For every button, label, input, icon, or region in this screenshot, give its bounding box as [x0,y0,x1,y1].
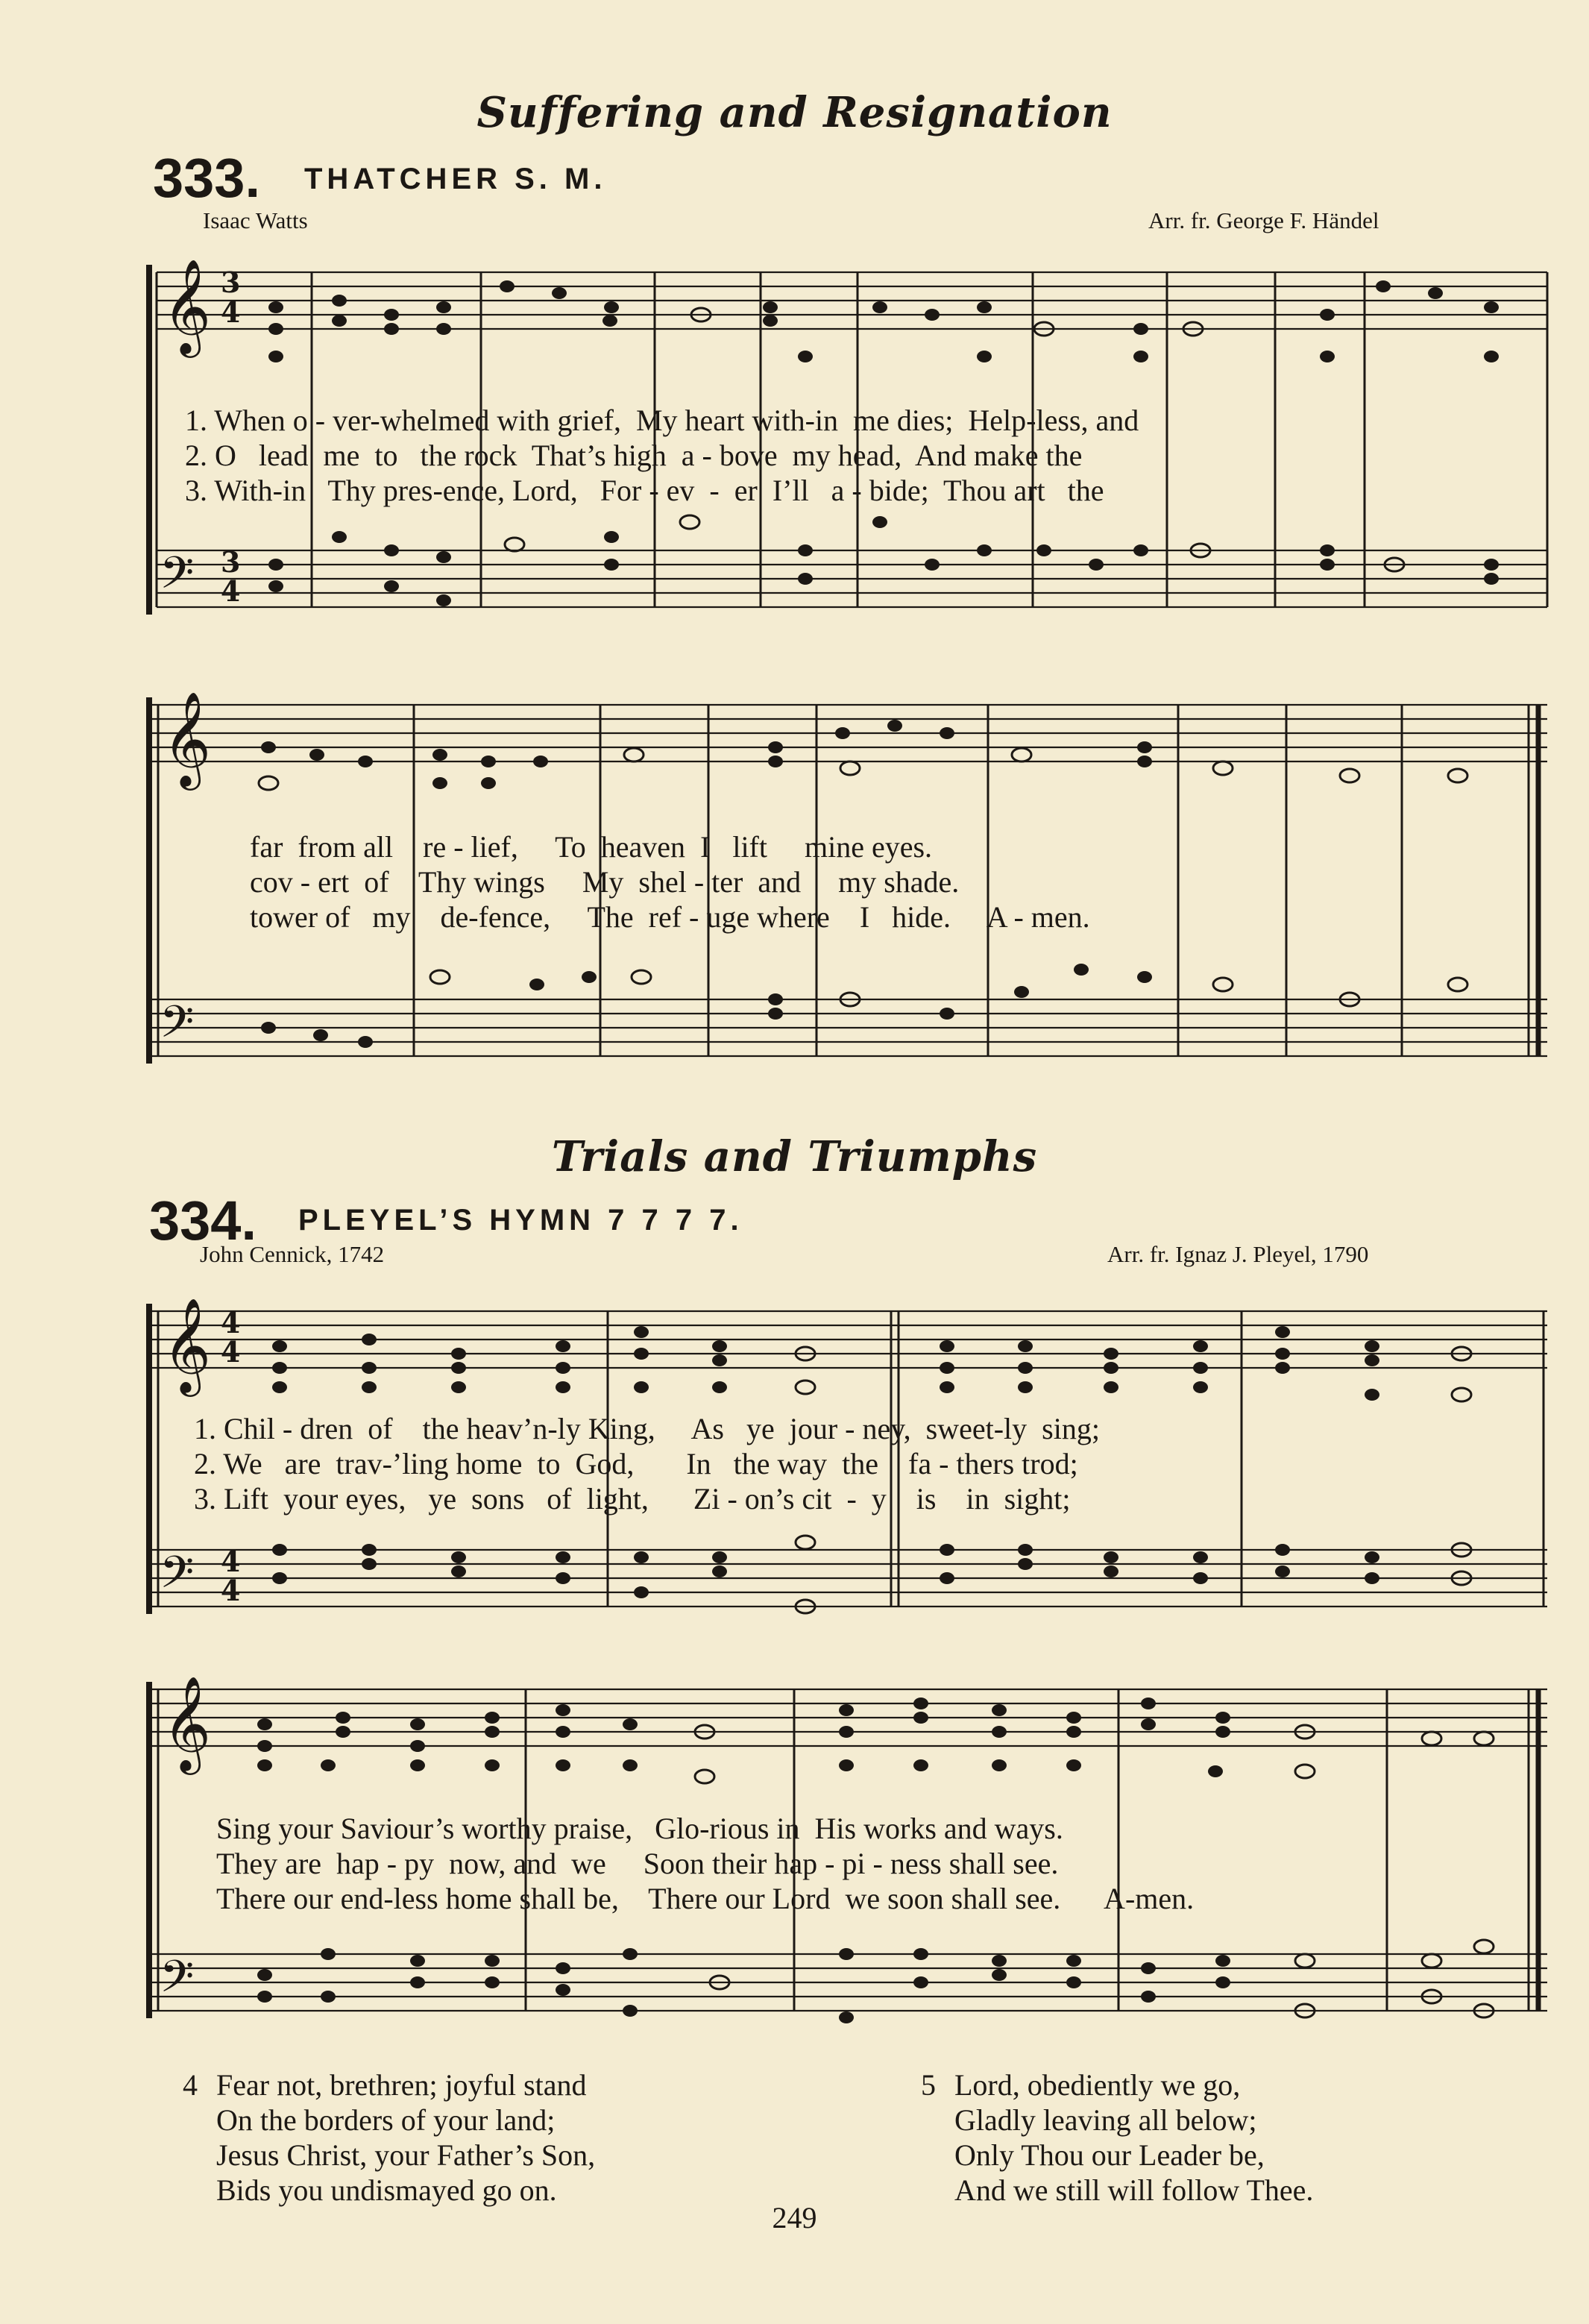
author-334: John Cennick, 1742 [200,1241,385,1267]
verse-4-line-1: Fear not, brethren; joyful stand [216,2068,587,2102]
lyrics-334-s2 [216,1811,1194,1916]
svg-text:4: 4 [221,295,241,329]
svg-text:𝄞: 𝄞 [163,1675,212,1771]
svg-text:4: 4 [221,1574,241,1607]
tune-name-333: THATCHER S. M. [304,163,607,195]
staff-333-s1-bass [157,550,1547,607]
svg-text:𝄢: 𝄢 [160,996,195,1058]
svg-text:3: 3 [221,545,241,579]
lyric-333-s2-v3: tower of my de-fence, The ref - uge where I hide. A - men. [250,900,1090,934]
arranger-333: Arr. fr. George F. Händel [1148,207,1379,233]
lyrics-333-s1 [185,403,1139,508]
svg-text:4: 4 [221,574,241,608]
verse-5-line-1: Lord, obediently we go, [954,2068,1241,2102]
lyric-333-s1-v1: 1. When o - ver-whelmed with grief, My heart with-in me dies; Help-less, and [185,403,1139,437]
verse-5-number: 5 [921,2068,936,2102]
author-333: Isaac Watts [203,207,308,233]
staff-334-s1-treble [149,1311,1547,1368]
svg-text:4: 4 [221,1335,241,1369]
svg-text:𝄢: 𝄢 [160,1950,195,2013]
staff-334-s1-bass [149,1550,1547,1607]
lyric-333-s2-v1: far from all re - lief, To heaven I lift mine eyes. [250,830,933,864]
lyric-333-s1-v2: 2. O lead me to the rock That’s high a - bove my head, And make the [185,439,1083,472]
lyric-333-s2-v2: cov - ert of Thy wings My shel - ter and my shade. [250,865,960,899]
svg-text:4: 4 [221,1306,241,1340]
svg-text:𝄞: 𝄞 [163,258,212,354]
lyric-334-s1-v2: 2. We are trav-’ling home to God, In the way the fa - thers trod; [194,1447,1078,1480]
page-number: 249 [772,2201,817,2235]
verse-5-line-4: And we still will follow Thee. [954,2173,1314,2207]
verse-5-line-3: Only Thou our Leader be, [954,2138,1265,2172]
tune-name-334: PLEYEL’S HYMN 7 7 7 7. [298,1204,743,1237]
svg-text:3: 3 [221,266,241,299]
verse-4-line-2: On the borders of your land; [216,2103,556,2137]
svg-text:𝄞: 𝄞 [163,691,212,786]
hymn-number-334: 334. [149,1190,257,1251]
lyric-334-s2-v3: There our end-less home shall be, There our Lord we soon shall see. A-men. [216,1882,1195,1915]
svg-text:4: 4 [221,1545,241,1578]
verse-4-line-3: Jesus Christ, your Father’s Son, [216,2138,596,2172]
lyric-334-s2-v2: They are hap - py now, and we Soon their hap - pi - ness shall see. [216,1847,1059,1880]
section-heading-suffering: Suffering and Resignation [476,88,1113,137]
arranger-334: Arr. fr. Ignaz J. Pleyel, 1790 [1107,1241,1369,1267]
verse-5-line-2: Gladly leaving all below; [954,2103,1257,2137]
staff-333-s2-bass [149,999,1547,1056]
svg-text:𝄞: 𝄞 [163,1297,212,1392]
verse-4-number: 4 [183,2068,198,2102]
svg-text:𝄢: 𝄢 [160,1546,195,1609]
lyric-334-s1-v3: 3. Lift your eyes, ye sons of light, Zi - on’s cit - y is in sight; [194,1482,1071,1516]
lyric-334-s2-v1: Sing your Saviour’s worthy praise, Glo-rious in His works and ways. [216,1812,1063,1845]
staff-333-s1-treble [157,272,1547,329]
svg-text:𝄢: 𝄢 [160,547,195,609]
staff-334-s2-bass [149,1954,1547,2011]
verse-4 [183,2067,595,2208]
verse-4-line-4: Bids you undismayed go on. [216,2173,557,2207]
hymn-number-333: 333. [153,147,261,209]
section-heading-trials: Trials and Triumphs [551,1132,1038,1181]
lyrics-333-s2 [250,829,1090,935]
lyrics-334-s1 [194,1411,1100,1516]
lyric-334-s1-v1: 1. Chil - dren of the heav’n-ly King, As ye jour - ney, sweet-ly sing; [194,1412,1100,1445]
lyric-333-s1-v3: 3. With-in Thy pres-ence, Lord, For - ev - er I’ll a - bide; Thou art the [185,474,1104,507]
verse-5 [921,2067,1313,2208]
